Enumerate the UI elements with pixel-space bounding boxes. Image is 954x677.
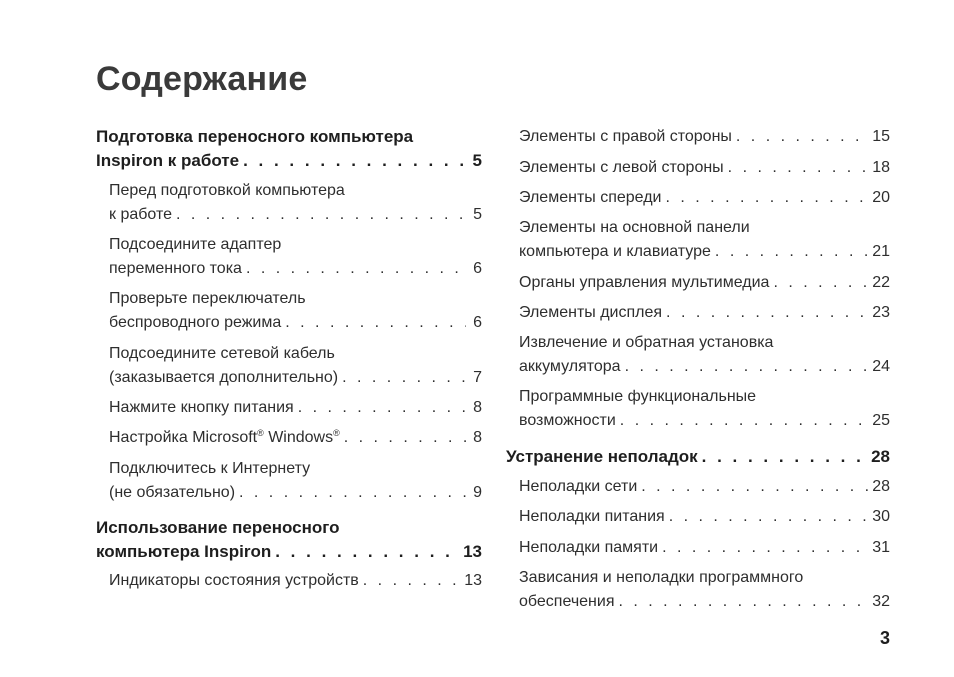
toc-entry-title-cont: (не обязательно) (109, 484, 236, 501)
leader-dots (285, 311, 466, 335)
toc-entry-title-cont: компьютера Inspiron (96, 542, 272, 561)
toc-page-number: 23 (872, 304, 890, 321)
toc-entry-power-button[interactable] (96, 396, 482, 420)
page-number: 3 (879, 628, 890, 648)
toc-entry-title: Индикаторы состояния устройств (109, 572, 359, 589)
toc-entry-network-problems[interactable] (506, 475, 890, 499)
leader-dots (625, 355, 869, 379)
toc-entry-title: Элементы спереди (519, 189, 662, 206)
toc-page-number: 21 (872, 243, 890, 260)
toc-entry-title: Органы управления мультимедиа (519, 274, 770, 291)
toc-page-number: 24 (872, 358, 890, 375)
leader-dots (176, 203, 466, 227)
toc-entry-media-controls[interactable] (506, 271, 890, 295)
leader-dots (666, 186, 869, 210)
leader-dots (618, 590, 868, 614)
toc-page-number: 6 (473, 260, 482, 277)
leader-dots (239, 481, 466, 505)
toc-page-number: 15 (872, 128, 890, 145)
toc-entry-status-lights[interactable] (96, 569, 482, 593)
leader-dots (715, 240, 868, 264)
toc-page-number: 13 (463, 542, 482, 561)
leader-dots (275, 540, 459, 564)
registered-mark: ® (257, 428, 264, 438)
toc-page-number: 20 (872, 189, 890, 206)
toc-entry-software-features[interactable] (506, 385, 890, 433)
leader-dots (641, 475, 868, 499)
toc-entry-title-cont: переменного тока (109, 260, 242, 277)
toc-entry-title: Нажмите кнопку питания (109, 399, 294, 416)
toc-entry-title: Извлечение и обратная установка (519, 334, 774, 351)
toc-page-number: 31 (872, 539, 890, 556)
toc-page-number: 8 (473, 429, 482, 446)
leader-dots (736, 125, 868, 149)
toc-page-number: 25 (872, 412, 890, 429)
toc-entry-title: Элементы на основной панели (519, 219, 750, 236)
toc-page-number: 7 (473, 369, 482, 386)
leader-dots (298, 396, 466, 420)
toc-page-number: 18 (872, 159, 890, 176)
toc-page-number: 5 (473, 206, 482, 223)
toc-entry-title-cont: обеспечения (519, 593, 615, 610)
toc-entry-title: Устранение неполадок (506, 447, 698, 466)
toc-section-setup[interactable] (96, 125, 482, 173)
toc-entry-internet[interactable] (96, 457, 482, 505)
leader-dots (243, 149, 466, 173)
toc-page-number: 28 (871, 447, 890, 466)
toc-entry-title: Проверьте переключатель (109, 290, 306, 307)
toc-entry-title: Подготовка переносного компьютера (96, 127, 414, 146)
toc-page-number: 13 (464, 572, 482, 589)
leader-dots (344, 426, 466, 450)
toc-entry-software-problems[interactable] (506, 566, 890, 614)
leader-dots (246, 257, 466, 281)
toc-entry-before-setup[interactable] (96, 179, 482, 227)
toc-entry-wireless-switch[interactable] (96, 287, 482, 335)
toc-entry-title-cont: Inspiron к работе (96, 151, 240, 170)
toc-entry-display[interactable] (506, 301, 890, 325)
toc-entry-title: Подключитесь к Интернету (109, 460, 311, 477)
toc-entry-base-keyboard[interactable] (506, 216, 890, 264)
toc-page-number: 5 (472, 151, 482, 170)
leader-dots (773, 271, 868, 295)
toc-entry-title: Элементы с левой стороны (519, 159, 724, 176)
toc-entry-title-cont: беспроводного режима (109, 314, 282, 331)
toc-entry-title: Использование переносного (96, 518, 340, 537)
toc-page-number: 8 (473, 399, 482, 416)
toc-entry-title-cont: (заказывается дополнительно) (109, 369, 339, 386)
toc-entry-front[interactable] (506, 186, 890, 210)
leader-dots (662, 536, 868, 560)
leader-dots (669, 505, 869, 529)
registered-mark: ® (333, 428, 340, 438)
toc-page-number: 28 (872, 478, 890, 495)
toc-entry-windows-setup[interactable] (96, 426, 482, 450)
toc-page-number: 30 (872, 508, 890, 525)
toc-entry-title-cont: к работе (109, 206, 172, 223)
toc-entry-memory-problems[interactable] (506, 536, 890, 560)
leader-dots (620, 409, 868, 433)
toc-entry-title-cont: возможности (519, 412, 616, 429)
toc-section-troubleshooting[interactable] (506, 445, 890, 469)
toc-entry-title: Настройка Microsoft® Windows® (109, 428, 340, 446)
toc-page-number: 32 (872, 593, 890, 610)
leader-dots (702, 445, 867, 469)
toc-entry-title: Зависания и неполадки программного (519, 569, 804, 586)
toc-entry-left-side[interactable] (506, 156, 890, 180)
toc-entry-title: Неполадки памяти (519, 539, 659, 556)
toc-entry-title: Программные функциональные (519, 388, 757, 405)
toc-page-number: 6 (473, 314, 482, 331)
toc-entry-title-cont: аккумулятора (519, 358, 621, 375)
leader-dots (363, 569, 460, 593)
toc-entry-title-cont: компьютера и клавиатуре (519, 243, 711, 260)
leader-dots (342, 366, 466, 390)
toc-entry-title: Неполадки сети (519, 478, 638, 495)
toc-page-number: 9 (473, 484, 482, 501)
toc-entry-right-side[interactable] (506, 125, 890, 149)
toc-entry-network-cable[interactable] (96, 342, 482, 390)
toc-entry-title: Неполадки питания (519, 508, 665, 525)
toc-entry-title: Подсоедините адаптер (109, 236, 282, 253)
leader-dots (728, 156, 869, 180)
toc-entry-ac-adapter[interactable] (96, 233, 482, 281)
toc-page-number: 22 (872, 274, 890, 291)
toc-section-using[interactable] (96, 516, 482, 564)
toc-entry-title: Подсоедините сетевой кабель (109, 345, 335, 362)
page-title: Содержание (96, 60, 308, 98)
toc-entry-title: Перед подготовкой компьютера (109, 182, 345, 199)
toc-entry-title: Элементы дисплея (519, 304, 663, 321)
leader-dots (666, 301, 868, 325)
toc-entry-power-problems[interactable] (506, 505, 890, 529)
toc-entry-title: Элементы с правой стороны (519, 128, 732, 145)
toc-entry-battery[interactable] (506, 331, 890, 379)
